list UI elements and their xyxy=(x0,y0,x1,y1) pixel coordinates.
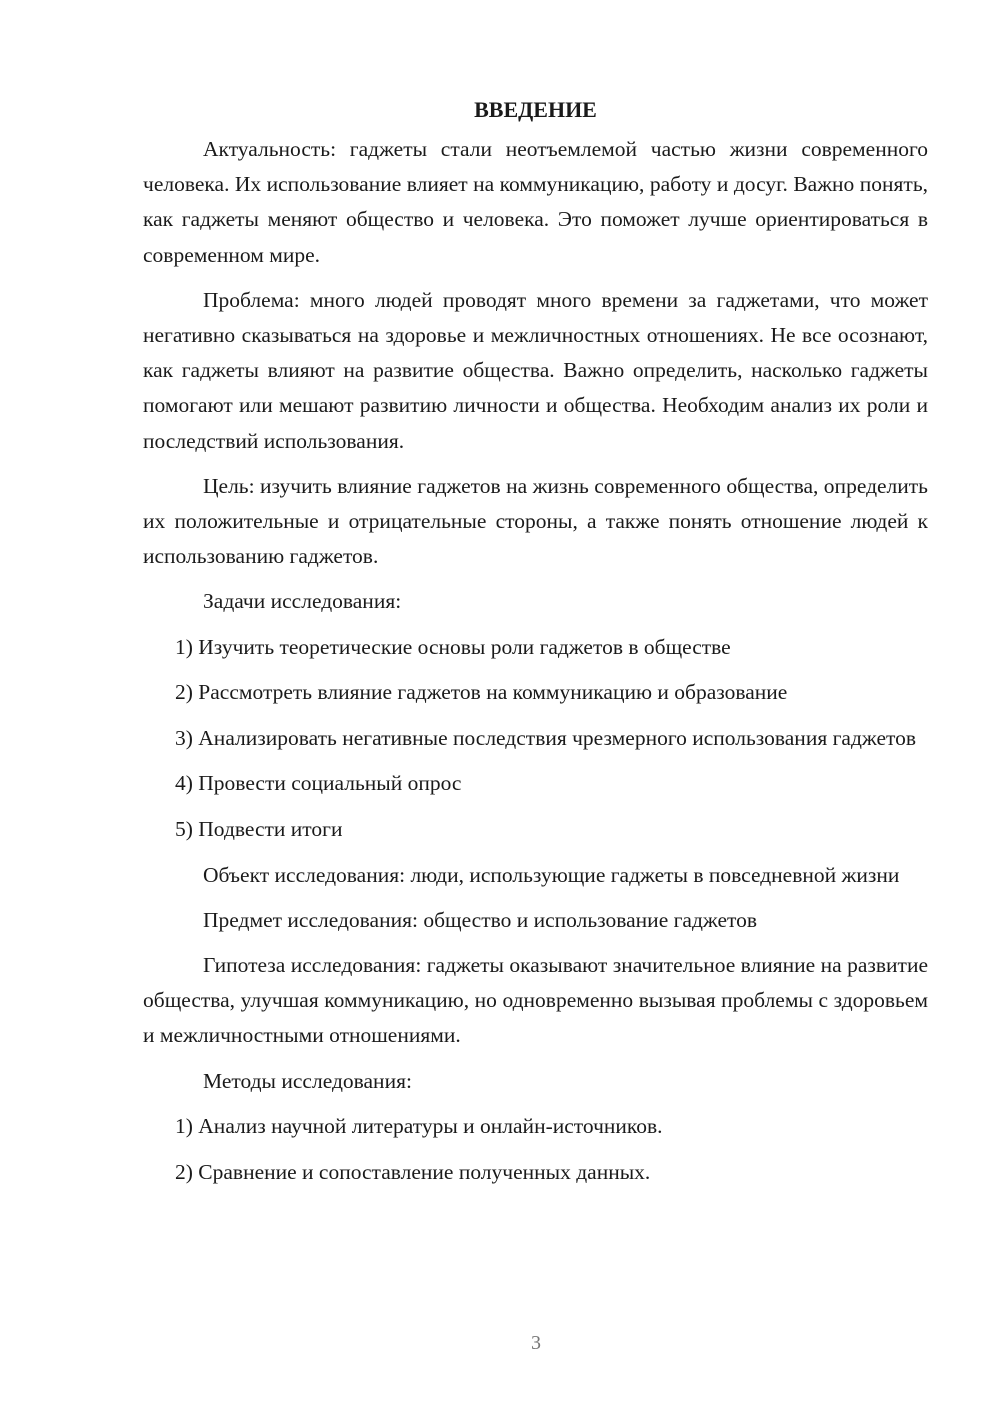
tasks-heading: Задачи исследования: xyxy=(203,589,402,614)
task-item: 1) Изучить теоретические основы роли гаджетов в обществе xyxy=(175,634,731,659)
page-number: 3 xyxy=(531,1332,541,1354)
method-item: 2) Сравнение и сопоставление полученных данных. xyxy=(175,1159,651,1184)
task-item: 3) Анализировать негативные последствия чрезмерного использования гаджетов xyxy=(175,726,917,751)
document-page xyxy=(143,92,928,1200)
page-title: ВВЕДЕНИЕ xyxy=(474,97,597,122)
task-item: 2) Рассмотреть влияние гаджетов на коммуникацию и образование xyxy=(175,680,788,705)
task-item: 4) Провести социальный опрос xyxy=(175,771,462,796)
paragraph-relevance: Актуальность: гаджеты стали неотъемлемой частью жизни современного человека. Их использование влияет на коммуникацию, работу и досуг. Важно понять, как гаджеты меняют общество и человека. Это поможет лучше ориентироваться в современном мире. xyxy=(143,137,928,267)
paragraph-subject: Предмет исследования: общество и использование гаджетов xyxy=(203,907,758,932)
methods-heading: Методы исследования: xyxy=(203,1068,412,1093)
paragraph-object: Объект исследования: люди, использующие гаджеты в повседневной жизни xyxy=(203,862,900,887)
task-item: 5) Подвести итоги xyxy=(175,816,343,841)
paragraph-goal: Цель: изучить влияние гаджетов на жизнь современного общества, определить их положительные и отрицательные стороны, а также понять отношение людей к использованию гаджетов. xyxy=(143,473,928,569)
paragraph-hypothesis: Гипотеза исследования: гаджеты оказывают значительное влияние на развитие общества, улучшая коммуникацию, но одновременно вызывая проблемы с здоровьем и межличностными отношениями. xyxy=(143,953,928,1048)
method-item: 1) Анализ научной литературы и онлайн-источников. xyxy=(175,1113,663,1138)
paragraph-problem: Проблема: много людей проводят много времени за гаджетами, что может негативно сказываться на здоровье и межличностных отношениях. Не все осознают, как гаджеты влияют на развитие общества. Важно определить, насколько гаджеты помогают или мешают развитию личности и общества. Необходим анализ их роли и последствий использования. xyxy=(143,287,928,453)
